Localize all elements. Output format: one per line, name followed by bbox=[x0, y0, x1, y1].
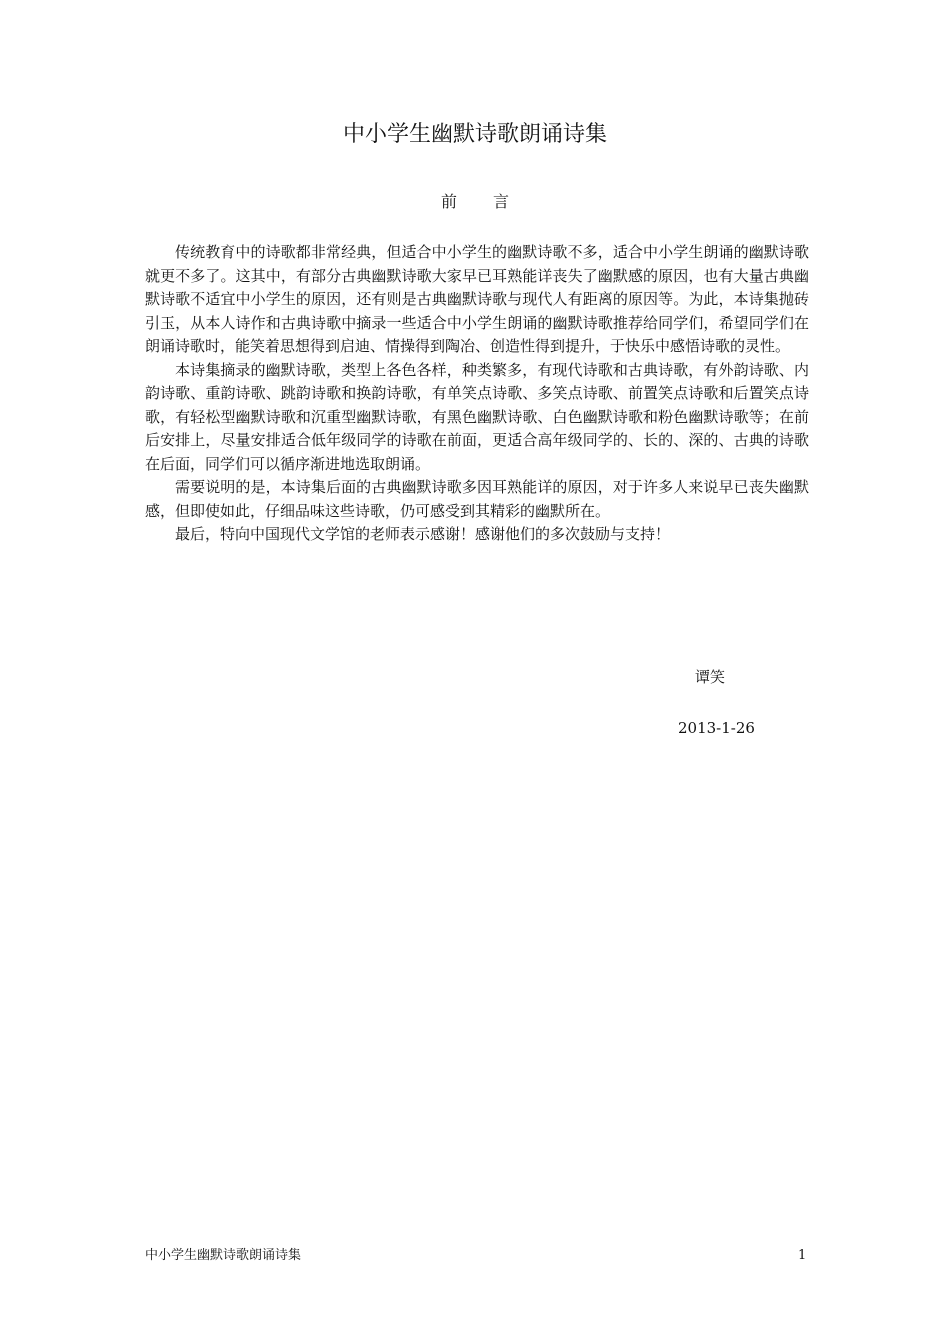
preface-date: 2013-1-26 bbox=[678, 719, 755, 737]
paragraph-4: 最后，特向中国现代文学馆的老师表示感谢！感谢他们的多次鼓励与支持！ bbox=[175, 525, 671, 543]
preface-heading-char-2: 言 bbox=[493, 192, 510, 211]
preface-body bbox=[145, 241, 809, 547]
paragraph-1: 传统教育中的诗歌都非常经典，但适合中小学生的幽默诗歌不多，适合中小学生朗诵的幽默诗歌就更不多了。这其中，有部分古典幽默诗歌大家早已耳熟能详丧失了幽默感的原因，也有大量古典幽默诗歌不适宜中小学生的原因，还有则是古典幽默诗歌与现代人有距离的原因等。为此，本诗集抛砖引玉，从本人诗作和古典诗歌中摘录一些适合中小学生朗诵的幽默诗歌推荐给同学们，希望同学们在朗诵诗歌时，能笑着思想得到启迪、情操得到陶冶、创造性得到提升，于快乐中感悟诗歌的灵性。 bbox=[145, 243, 809, 355]
preface-heading bbox=[0, 191, 950, 213]
document-title: 中小学生幽默诗歌朗诵诗集 bbox=[342, 122, 607, 147]
preface-heading-char-1: 前 bbox=[440, 192, 457, 211]
paragraph-3: 需要说明的是，本诗集后面的古典幽默诗歌多因耳熟能详的原因，对于许多人来说早已丧失幽默感，但即使如此，仔细品味这些诗歌，仍可感受到其精彩的幽默所在。 bbox=[145, 478, 809, 520]
footer-title: 中小学生幽默诗歌朗诵诗集 bbox=[145, 1248, 302, 1263]
page-number: 1 bbox=[798, 1248, 807, 1263]
paragraph-2: 本诗集摘录的幽默诗歌，类型上各色各样，种类繁多，有现代诗歌和古典诗歌，有外韵诗歌、内韵诗歌、重韵诗歌、跳韵诗歌和换韵诗歌，有单笑点诗歌、多笑点诗歌、前置笑点诗歌和后置笑点诗歌，有轻松型幽默诗歌和沉重型幽默诗歌，有黑色幽默诗歌、白色幽默诗歌和粉色幽默诗歌等；在前后安排上，尽量安排适合低年级同学的诗歌在前面，更适合高年级同学的、长的、深的、古典的诗歌在后面，同学们可以循序渐进地选取朗诵。 bbox=[145, 360, 809, 473]
author-signature: 谭笑 bbox=[695, 668, 726, 686]
